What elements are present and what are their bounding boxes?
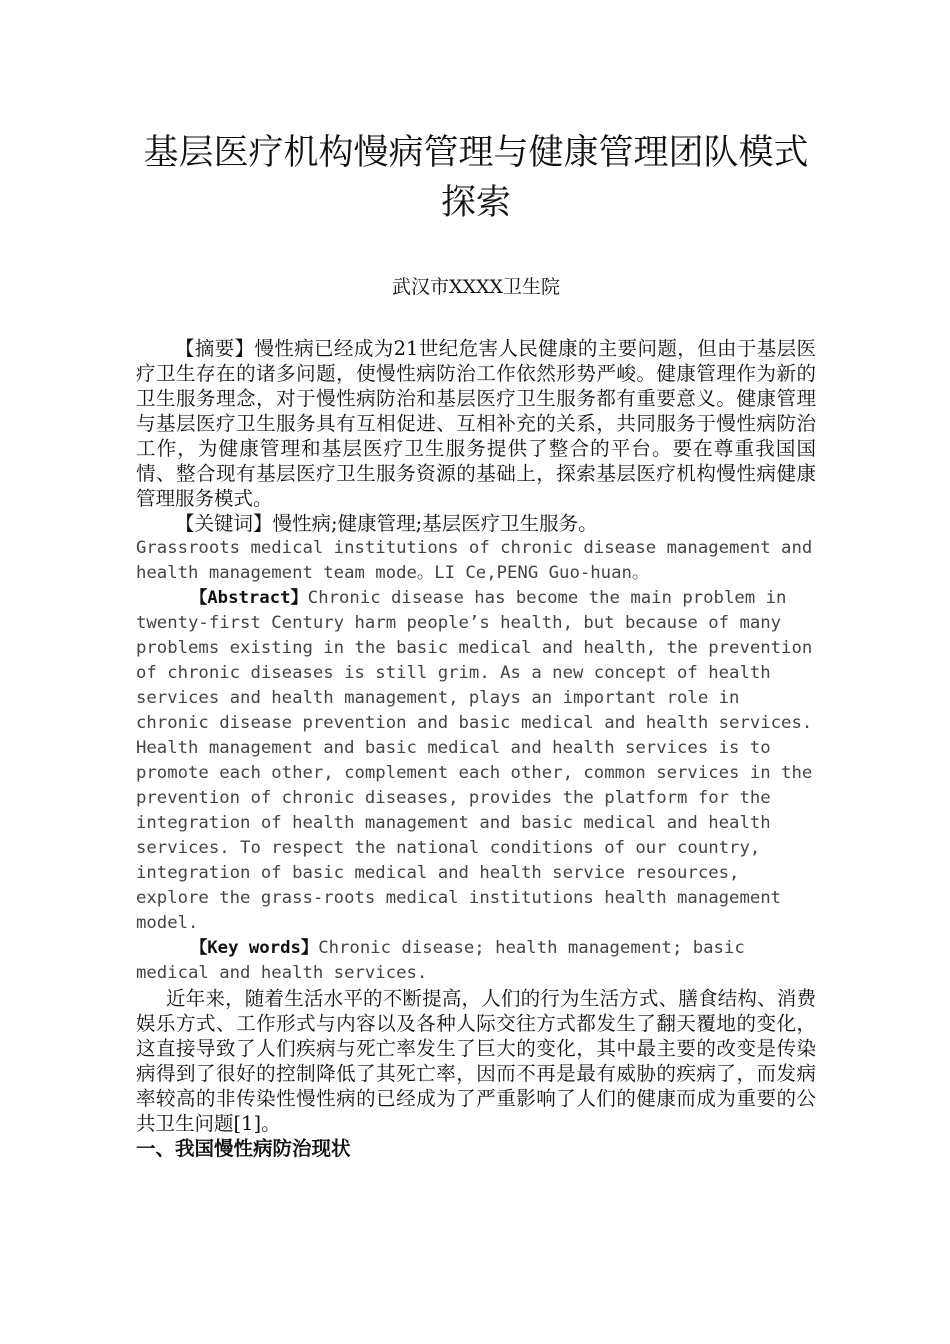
abstract-zh — [136, 336, 816, 511]
english-title: Grassroots medical institutions of chronic disease management and health management team mode。LI Ce,PENG Guo-huan。 — [136, 538, 813, 583]
keywords-en-text: Chronic disease; health management; basic medical and health services. — [136, 938, 745, 983]
keywords-en-label: 【Key words】 — [190, 938, 319, 958]
title-line-1: 基层医疗机构慢病管理与健康管理团队模式 — [143, 133, 809, 173]
document-body — [136, 336, 816, 1162]
title-line-2: 探索 — [440, 183, 511, 223]
abstract-zh-text: 慢性病已经成为21世纪危害人民健康的主要问题，但由于基层医疗卫生存在的诸多问题，使慢性病防治工作依然形势严峻。健康管理作为新的卫生服务理念，对于慢性病防治和基层医疗卫生服务都有重要意义。健康管理与基层医疗卫生服务具有互相促进、互相补充的关系，共同服务于慢性病防治工作，为健康管理和基层医疗卫生服务提供了整合的平台。要在尊重我国国情、整合现有基层医疗卫生服务资源的基础上，探索基层医疗机构慢性病健康管理服务模式。 — [136, 337, 816, 510]
abstract-zh-label: 【摘要】 — [175, 337, 255, 360]
abstract-en-label: 【Abstract】 — [190, 588, 308, 608]
abstract-en — [136, 586, 816, 936]
keywords-zh-text: 慢性病;健康管理;基层医疗卫生服务。 — [272, 512, 598, 535]
intro-paragraph: 近年来，随着生活水平的不断提高，人们的行为生活方式、膳食结构、消费娱乐方式、工作形式与内容以及各种人际交往方式都发生了翻天覆地的变化，这直接导致了人们疾病与死亡率发生了巨大的变化，其中最主要的改变是传染病得到了很好的控制降低了其死亡率，因而不再是最有威胁的疾病了，而发病率较高的非传染性慢性病的已经成为了严重影响了人们的健康而成为重要的公共卫生问题[1]。 — [136, 987, 816, 1135]
author-affiliation: 武汉市XXXX卫生院 — [391, 276, 561, 298]
keywords-en — [136, 936, 816, 986]
section-heading-1: 一、我国慢性病防治现状 — [136, 1137, 351, 1160]
abstract-en-text: Chronic disease has become the main problem in twenty-first Century harm people’s health, but because of many problems existing in the basic medical and health, the prevention of chronic diseases is still grim. As a new concept of health services and health management, plays an important role in chronic disease prevention and basic medical and health services. Health management and basic medical and health services is to promote each other, complement each other, common services in the prevention of chronic diseases, provides the platform for the integration of health management and basic medical and health services. To respect the national conditions of our country, integration of basic medical and health service resources, explore the grass-roots medical institutions health management model. — [136, 588, 813, 933]
keywords-zh — [136, 511, 816, 536]
keywords-zh-label: 【关键词】 — [175, 512, 273, 535]
document-title — [136, 128, 816, 228]
